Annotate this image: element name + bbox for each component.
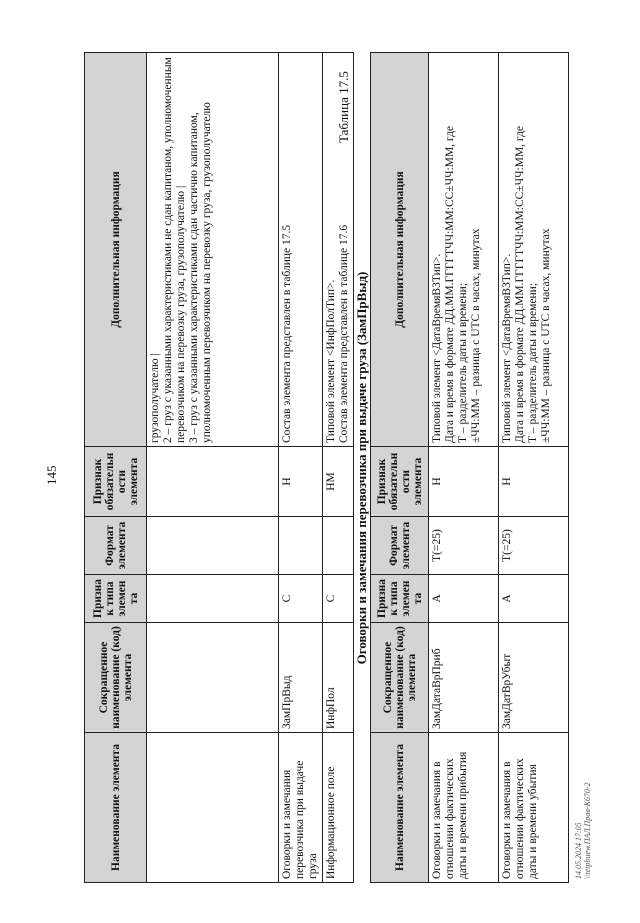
table-header-row (85, 53, 147, 883)
cell-name: Оговорки и замечания перевозчика при выдаче груза (279, 733, 323, 883)
header-required: Признак обязательности элемента (85, 447, 147, 517)
cell-required: Н (429, 447, 499, 517)
info-line: Состав элемента представлен в таблице 17.5 (281, 224, 293, 443)
table-header-row (371, 53, 429, 883)
table-number: Таблица 17.5 (336, 71, 351, 143)
cell-name: Оговорки и замечания в отношении фактических даты и времени убытия (499, 733, 569, 883)
header-type: Признак типа элемента (371, 575, 429, 623)
header-code: Сокращенное наименование (код) элемента (85, 623, 147, 733)
cell-type: А (429, 575, 499, 623)
cell-code: ИнфПол (323, 623, 354, 733)
header-name: Наименование элемента (371, 733, 429, 883)
cell-required: НМ (323, 447, 354, 517)
table-continued (84, 52, 354, 883)
info-line: Типовой элемент <ДатаВремяВЗТип>. (431, 253, 443, 443)
info-line: Состав элемента представлен в таблице 17.6 (338, 224, 350, 443)
cell-type: А (499, 575, 569, 623)
cell-code: ЗамДатВрУбыт (499, 623, 569, 733)
header-required: Признак обязательности элемента (371, 447, 429, 517)
cell-info (429, 53, 499, 447)
table-row (429, 53, 499, 883)
table-row (323, 53, 354, 883)
table-title: Оговорки и замечания перевозчика при выдаче груза (ЗамПрВыд) (354, 271, 369, 665)
footer-line: \\tetpbuew.ПАЛ.Прав-К670-2 (583, 782, 592, 879)
info-line: ±ЧЧ:ММ – разница с UTC в часах, минутах (540, 228, 552, 443)
cell-name (147, 733, 279, 883)
info-line: 2 – груз с указанными характеристиками не сдан капитаном, уполномоченным перевозчиком на перевозку груза, грузополучателю | (162, 57, 187, 443)
info-line: Дата и время в формате ДД.ММ.ГГГГТЧЧ:ММ:СС±ЧЧ:ММ, где (514, 125, 526, 443)
cell-name: Информационное поле (323, 733, 354, 883)
info-line: Дата и время в формате ДД.ММ.ГГГГТЧЧ:ММ:СС±ЧЧ:ММ, где (444, 125, 456, 443)
info-line: 3 – груз с указанными характеристиками сдан частично капитаном, уполномоченным перевозчиком на перевозку груза, грузополучателю (188, 102, 213, 443)
cell-info (279, 53, 323, 447)
cell-code: ЗамПрВыд (279, 623, 323, 733)
cell-code: ЗамДатаВрПриб (429, 623, 499, 733)
cell-format (323, 517, 354, 575)
table-17-5 (370, 52, 569, 883)
cell-required (147, 447, 279, 517)
table-row (499, 53, 569, 883)
cell-type: С (279, 575, 323, 623)
cell-format (279, 517, 323, 575)
table-row (279, 53, 323, 883)
footer-stamp (574, 782, 592, 879)
cell-required: Н (499, 447, 569, 517)
cell-required: Н (279, 447, 323, 517)
info-line: Т – разделитель даты и времени; (457, 282, 469, 443)
cell-format (147, 517, 279, 575)
cell-type: С (323, 575, 354, 623)
cell-code (147, 623, 279, 733)
cell-info (499, 53, 569, 447)
header-info: Дополнительная информация (371, 53, 429, 447)
cell-name: Оговорки и замечания в отношении фактических даты и времени прибытия (429, 733, 499, 883)
footer-line: 14.05.2024 17:05 (574, 822, 583, 879)
cell-info (147, 53, 279, 447)
header-code: Сокращенное наименование (код) элемента (371, 623, 429, 733)
cell-format: T(=25) (499, 517, 569, 575)
info-line: Т – разделитель даты и времени; (527, 282, 539, 443)
info-line: ±ЧЧ:ММ – разница с UTC в часах, минутах (470, 228, 482, 443)
table-row (147, 53, 279, 883)
cell-format: T(=25) (429, 517, 499, 575)
header-name: Наименование элемента (85, 733, 147, 883)
header-format: Формат элемента (371, 517, 429, 575)
info-line: Типовой элемент <ИнфПолТип>. (325, 279, 337, 443)
page-number: 145 (44, 465, 59, 485)
info-line: грузополучателю | (149, 353, 161, 443)
info-line: Типовой элемент <ДатаВремяВЗТип>. (501, 253, 513, 443)
header-format: Формат элемента (85, 517, 147, 575)
header-type: Признак типа элемента (85, 575, 147, 623)
cell-type (147, 575, 279, 623)
header-info: Дополнительная информация (85, 53, 147, 447)
